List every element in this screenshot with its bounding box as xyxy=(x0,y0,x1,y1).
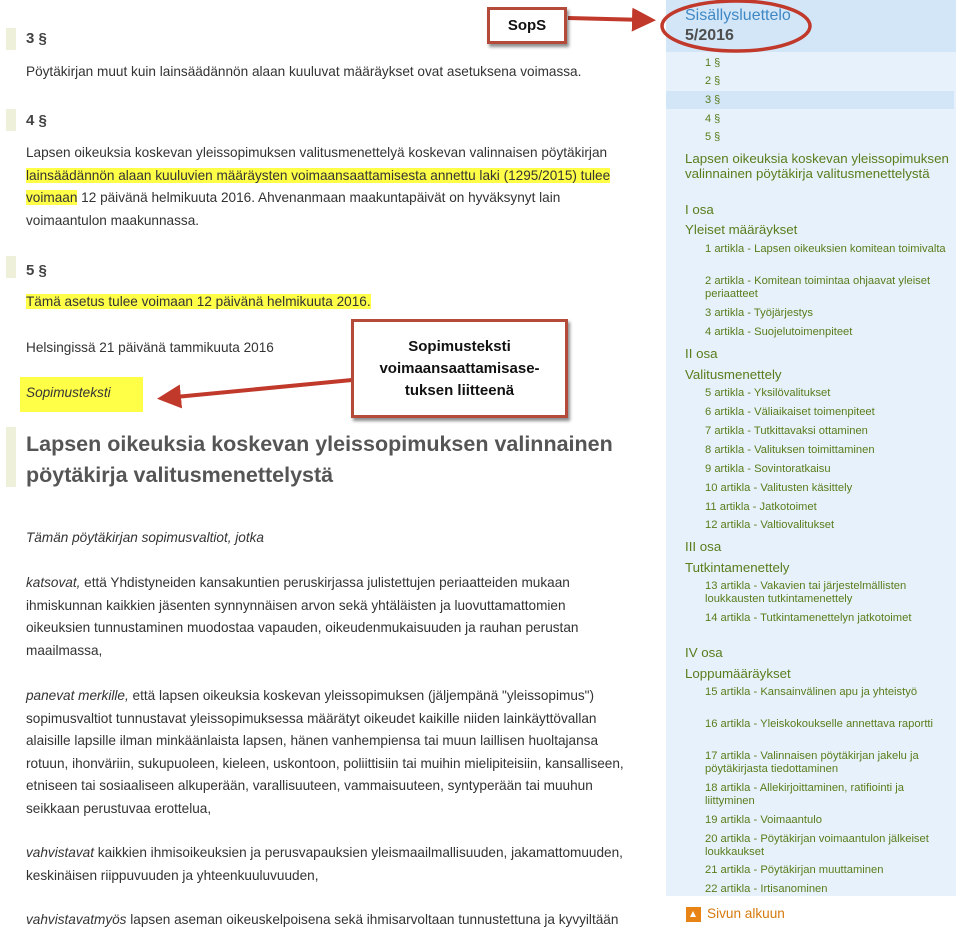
toc-article[interactable]: 11 artikla - Jatkotoimet xyxy=(705,501,817,513)
highlight: voimaan xyxy=(26,190,78,205)
toc-part-name[interactable]: Loppumääräykset xyxy=(685,666,791,681)
section-5-title: 5 § xyxy=(26,262,47,279)
preamble-lead: vahvistavatmyös xyxy=(26,912,127,927)
treaty-title-line: pöytäkirja valitusmenettelystä xyxy=(26,463,334,487)
toc-article[interactable]: 17 artikla - Valinnaisen pöytäkirjan jakelu ja pöytäkirjasta tiedottaminen xyxy=(705,750,919,775)
preamble-line: rotuun, ihonväriin, sukupuoleen, kieleen, uskontoon, poliittisiin tai muihin mielipiteisiin, kansalliseen, xyxy=(26,755,624,771)
toc-section-item[interactable]: 4 § xyxy=(705,113,721,125)
treaty-title xyxy=(26,429,656,491)
toc-section-item[interactable]: 1 § xyxy=(705,57,721,69)
preamble-line: alaisille lapsille ilman minkäänlaista lapsen, hänen vanhempiensa tai muun laillisen huoltajansa xyxy=(26,733,599,748)
toc-treaty-title[interactable]: Lapsen oikeuksia koskevan yleissopimuksen valinnainen pöytäkirja valitusmenettelystä xyxy=(685,151,949,181)
toc-article[interactable]: 7 artikla - Tutkittavaksi ottaminen xyxy=(705,425,868,437)
toc-article[interactable]: 1 artikla - Lapsen oikeuksien komitean toimivalta xyxy=(705,243,946,255)
annotation-text: tuksen liitteenä xyxy=(404,382,515,399)
toc-article[interactable]: 13 artikla - Vakavien tai järjestelmällisten loukkausten tutkintamenettely xyxy=(705,580,907,605)
toc-section-item-active[interactable]: 3 § xyxy=(666,91,954,109)
preamble-paragraph-3 xyxy=(26,842,656,887)
toc-part-name[interactable]: Valitusmenettely xyxy=(685,367,782,382)
section-marker xyxy=(6,427,16,487)
annotation-annex-callout xyxy=(351,319,568,418)
toc-article[interactable]: 18 artikla - Allekirjoittaminen, ratifiointi ja liittyminen xyxy=(705,782,904,807)
annotation-text: SopS xyxy=(507,17,547,34)
toc-article[interactable]: 8 artikla - Valituksen toimittaminen xyxy=(705,444,875,456)
toc-article[interactable]: 19 artikla - Voimaantulo xyxy=(705,814,822,826)
toc-part[interactable]: II osa xyxy=(685,346,718,361)
preamble-line: seikkaan perustuvaa erottelua, xyxy=(26,800,212,816)
section-4-line: 12 päivänä helmikuuta 2016. Ahvenanmaan maakuntapäivät on hyväksynyt lain xyxy=(77,190,561,205)
toc-part[interactable]: IV osa xyxy=(685,645,723,660)
preamble-line: että lapsen oikeuksia koskevan yleissopimuksen (jäljempänä "yleissopimus") xyxy=(128,688,595,703)
treaty-intro: Tämän pöytäkirjan sopimusvaltiot, jotka xyxy=(26,530,264,545)
back-to-top-label: Sivun alkuun xyxy=(707,906,785,921)
preamble-line: keskinäisen riippuvuuden ja yhteenkuuluvuuden, xyxy=(26,867,319,883)
toc-part-name[interactable]: Tutkintamenettely xyxy=(685,560,790,575)
annotation-sops-callout xyxy=(487,7,567,44)
toc-article[interactable]: 20 artikla - Pöytäkirjan voimaantulon jälkeiset loukkaukset xyxy=(705,833,929,858)
preamble-line: maailmassa, xyxy=(26,642,103,658)
toc-article[interactable]: 10 artikla - Valitusten käsittely xyxy=(705,482,853,494)
toc-article[interactable]: 4 artikla - Suojelutoimenpiteet xyxy=(705,326,853,338)
preamble-lead: katsovat, xyxy=(26,575,81,590)
section-5-text: Tämä asetus tulee voimaan 12 päivänä helmikuuta 2016. xyxy=(26,294,371,309)
toc-article[interactable]: 12 artikla - Valtiovalitukset xyxy=(705,519,835,531)
toc-title[interactable]: Sisällysluettelo xyxy=(685,7,791,24)
toc-header xyxy=(666,0,956,52)
preamble-line: sopimusvaltiot tunnustavat yleissopimuksessa määrätyt oikeudet kaikille niiden lainkäyttövallan xyxy=(26,710,597,726)
preamble-line: että Yhdistyneiden kansakuntien peruskirjassa julistettujen periaatteiden mukaan xyxy=(80,575,570,590)
place-date: Helsingissä 21 päivänä tammikuuta 2016 xyxy=(26,340,274,355)
toc-article[interactable]: 14 artikla - Tutkintamenettelyn jatkotoimet xyxy=(705,612,912,624)
toc-article[interactable]: 21 artikla - Pöytäkirjan muuttaminen xyxy=(705,864,884,876)
toc-section-item[interactable]: 2 § xyxy=(705,75,721,87)
toc-article[interactable]: 3 artikla - Työjärjestys xyxy=(705,307,813,319)
preamble-paragraph-4 xyxy=(26,909,656,928)
preamble-line: etniseen tai sosiaaliseen alkuperään, varallisuuteen, vammaisuuteen, syntyperään tai muuhun xyxy=(26,778,593,793)
toc-sidebar xyxy=(666,0,956,928)
toc-article[interactable]: 6 artikla - Väliaikaiset toimenpiteet xyxy=(705,406,875,418)
toc-part[interactable]: I osa xyxy=(685,202,714,217)
toc-article[interactable]: 22 artikla - Irtisanominen xyxy=(705,883,828,895)
preamble-lead: panevat merkille, xyxy=(26,688,129,703)
arrow-up-icon xyxy=(686,907,701,922)
preamble-paragraph-2 xyxy=(26,685,656,820)
section-marker xyxy=(6,109,16,131)
toc-part-name[interactable]: Yleiset määräykset xyxy=(685,222,798,237)
annotation-text: Sopimusteksti xyxy=(408,338,511,355)
preamble-paragraph-1 xyxy=(26,572,656,662)
preamble-line: kaikkien ihmisoikeuksien ja perusvapauksien yleismaailmallisuuden, jakamattomuuden, xyxy=(94,845,623,860)
toc-article[interactable]: 16 artikla - Yleiskokoukselle annettava raportti xyxy=(705,718,934,730)
section-4-line: voimaantulon maakunnassa. xyxy=(26,212,200,228)
annex-label: Sopimusteksti xyxy=(26,385,111,400)
toc-issue-number: 5/2016 xyxy=(685,27,734,44)
preamble-line: oikeuksien tunnustaminen muodostaa vapauden, oikeudenmukaisuuden ja rauhan perustan xyxy=(26,620,579,635)
section-4-text xyxy=(26,142,656,232)
section-4-line: Lapsen oikeuksia koskevan yleissopimuksen valitusmenettelyä koskevan valinnaisen pöytäkirjan xyxy=(26,145,608,160)
section-3-text: Pöytäkirjan muut kuin lainsäädännön alaan kuuluvat määräykset ovat asetuksena voimassa. xyxy=(26,64,582,79)
toc-article[interactable]: 5 artikla - Yksilövalitukset xyxy=(705,387,831,399)
section-marker xyxy=(6,256,16,278)
toc-section-item[interactable]: 5 § xyxy=(705,131,721,143)
section-3-title: 3 § xyxy=(26,30,47,47)
toc-article[interactable]: 15 artikla - Kansainvälinen apu ja yhteistyö xyxy=(705,686,918,698)
treaty-title-line: Lapsen oikeuksia koskevan yleissopimuksen valinnainen xyxy=(26,432,613,456)
annotation-text: voimaansaattamisase- xyxy=(379,360,540,377)
preamble-lead: vahvistavat xyxy=(26,845,95,860)
highlight: lainsäädännön alaan kuuluvien määräysten voimaansaattamisesta annettu laki (1295/2015) tulee xyxy=(26,167,611,183)
section-marker xyxy=(6,28,16,50)
preamble-line: lapsen aseman oikeuskelpoisena sekä ihmisarvoltaan tunnustettuna ja kyvyiltään xyxy=(126,912,619,927)
section-4-title: 4 § xyxy=(26,112,47,129)
toc-article[interactable]: 9 artikla - Sovintoratkaisu xyxy=(705,463,831,475)
toc-part[interactable]: III osa xyxy=(685,539,722,554)
preamble-line: ihmiskunnan kaikkien jäsenten synnynnäisen arvon sekä yhtäläisten ja luovuttamattomien xyxy=(26,597,566,613)
toc-article[interactable]: 2 artikla - Komitean toimintaa ohjaavat yleiset periaatteet xyxy=(705,275,931,300)
